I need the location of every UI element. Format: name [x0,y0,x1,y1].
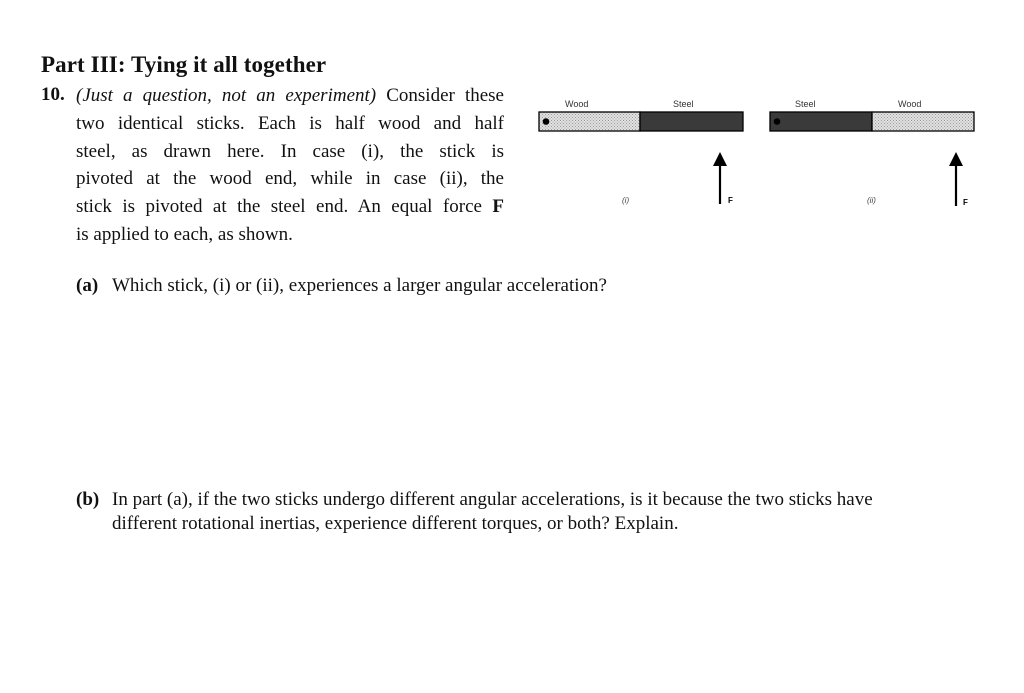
stick-i-wood-half [539,112,640,131]
stick-i-steel-half [640,112,743,131]
stick-i-case-label: (i) [622,196,630,205]
part-a-question: Which stick, (i) or (ii), experiences a larger angular acceleration? [112,275,607,296]
stick-ii-wood-half [872,112,974,131]
stick-case-i [539,99,743,205]
question-line-2: two identical sticks. Each is half wood and half [76,112,504,134]
stick-ii-left-label: Steel [795,99,816,109]
stick-ii-right-label: Wood [898,99,922,109]
part-b-line-2: different rotational inertias, experience different torques, or both? Explain. [112,513,679,534]
sticks-diagram [530,90,980,215]
question-line-5-pre: stick is pivoted at the steel end. An equal force [76,196,493,218]
stick-i-right-label: Steel [673,99,694,109]
question-text [76,82,504,249]
question-number: 10. [41,84,65,105]
stick-ii-force-arrowhead [949,152,963,166]
force-symbol: F [492,196,504,218]
question-line-4: pivoted at the wood end, while in case (ii), the [76,168,504,190]
stick-ii-case-label: (ii) [867,196,876,205]
stick-i-pivot [543,118,550,125]
stick-ii-pivot [774,118,781,125]
section-heading: Part III: Tying it all together [41,52,327,77]
stick-case-ii [770,99,974,207]
question-line-1 [76,82,504,110]
stick-i-force-label: F [728,196,733,205]
question-line-6: is applied to each, as shown. [76,223,293,245]
stick-i-left-label: Wood [565,99,589,109]
question-intro-italic: (Just a question, not an experiment) [76,85,377,106]
part-a-label: (a) [76,275,99,296]
stick-i-force-arrowhead [713,152,727,166]
part-b-question [112,488,992,536]
question-line-5 [76,193,504,221]
stick-ii-force-label: F [963,198,968,207]
question-line-3: steel, as drawn here. In case (i), the stick is [76,140,504,162]
question-line-1-rest: Consider these [376,85,504,106]
part-b-label: (b) [76,489,100,510]
part-b-line-1: In part (a), if the two sticks undergo different angular accelerations, is it because the two sticks have [112,489,873,510]
stick-ii-steel-half [770,112,872,131]
